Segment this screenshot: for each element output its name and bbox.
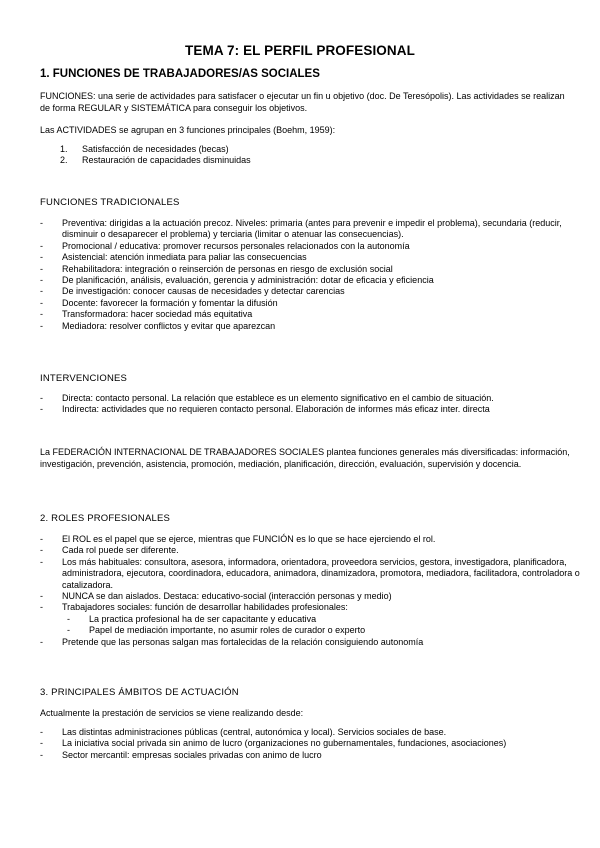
list-item: - Rehabilitadora: integración o reinserción de personas en riesgo de exclusión social [40,263,393,274]
list-item: 2. Restauración de capacidades disminuidas [60,155,251,166]
scopes-list [40,727,580,761]
section2-heading: 2. ROLES PROFESIONALES [40,513,171,524]
list-item: - Trabajadores sociales: función de desarrollar habilidades profesionales: - La practica profesional ha de ser capacitante y educativa - Papel de mediación importante, no asumir roles de curador o experto [40,602,580,636]
list-item: - De planificación, análisis, evaluación, gerencia y administración: dotar de eficacia y eficiencia [40,275,434,286]
sub-list-item: - La practica profesional ha de ser capacitante y educativa [67,613,317,624]
list-item: - Directa: contacto personal. La relación que establece es un elemento significativo en el cambio de situación. [40,393,494,403]
section3-heading: 3. PRINCIPALES ÁMBITOS DE ACTUACIÓN [40,687,239,698]
federation-paragraph: La FEDERACIÓN INTERNACIONAL DE TRABAJADORES SOCIALES plantea funciones generales más diversificadas: información, investigación, prevención, asistencia, promoción, mediación, planificación, dirección, evaluación, supervisión y docencia. [40,447,570,469]
services-intro: Actualmente la prestación de servicios se viene realizando desde: [40,708,304,718]
activities-intro: Las ACTIVIDADES se agrupan en 3 funciones principales (Boehm, 1959): [40,125,336,135]
list-item: - Transformadora: hacer sociedad más equitativa [40,309,253,320]
roles-list [40,534,580,648]
traditional-functions-list [40,218,580,332]
roles-sublist [62,614,580,637]
interventions-list [40,393,580,416]
list-item: - Promocional / educativa: promover recursos personales relacionados con la autonomía [40,240,410,251]
activities-list [60,144,251,167]
list-item: - Los más habituales: consultora, asesora, informadora, orientadora, proveedora servicios, gestora, investigadora, planificadora, administradora, ejecutora, coordinadora, educadora, animadora, dinamizadora, promotora, mediadora, facilitadora, controladora o catalizadora. [40,556,580,590]
list-item: - Indirecta: actividades que no requieren contacto personal. Elaboración de informes más eficaz inter. directa [40,404,490,415]
traditional-functions-heading: FUNCIONES TRADICIONALES [40,197,180,208]
list-item: - El ROL es el papel que se ejerce, mientras que FUNCIÓN es lo que se hace ejerciendo el rol. [40,534,436,544]
page-title: TEMA 7: EL PERFIL PROFESIONAL [185,43,415,58]
list-item: - Preventiva: dirigidas a la actuación precoz. Niveles: primaria (antes para prevenir e impedir el problema), secundaria (reducir, disminuir o desaparecer el problema) y terciaria (limitar o atenuar las consecuencias). [40,218,562,240]
list-item: - La iniciativa social privada sin animo de lucro (organizaciones no gubernamentales, fundaciones, asociaciones) [40,738,507,749]
list-item: - Mediadora: resolver conflictos y evitar que aparezcan [40,320,276,331]
list-item: - Asistencial: atención inmediata para paliar las consecuencias [40,252,307,263]
interventions-heading: INTERVENCIONES [40,373,128,384]
list-item: - De investigación: conocer causas de necesidades y detectar carencias [40,286,345,297]
list-item: - NUNCA se dan aislados. Destaca: educativo-social (interacción personas y medio) [40,591,392,602]
list-item: 1. Satisfacción de necesidades (becas) [60,144,229,154]
list-item: - Cada rol puede ser diferente. [40,545,179,556]
list-item: - Docente: favorecer la formación y fomentar la difusión [40,297,278,308]
section1-heading: 1. FUNCIONES DE TRABAJADORES/AS SOCIALES [40,68,320,80]
functions-definition: FUNCIONES: una serie de actividades para satisfacer o ejecutar un fin u objetivo (doc. De Teresópolis). Las actividades se realizan de forma REGULAR y SISTEMÁTICA para conseguir los objetivos. [40,91,565,113]
list-item: - Sector mercantil: empresas sociales privadas con animo de lucro [40,749,322,760]
list-item: - Las distintas administraciones públicas (central, autonómica y local). Servicios sociales de base. [40,727,447,737]
sub-list-item: - Papel de mediación importante, no asumir roles de curador o experto [67,625,366,636]
list-item: - Pretende que las personas salgan mas fortalecidas de la relación consiguiendo autonomía [40,636,424,647]
